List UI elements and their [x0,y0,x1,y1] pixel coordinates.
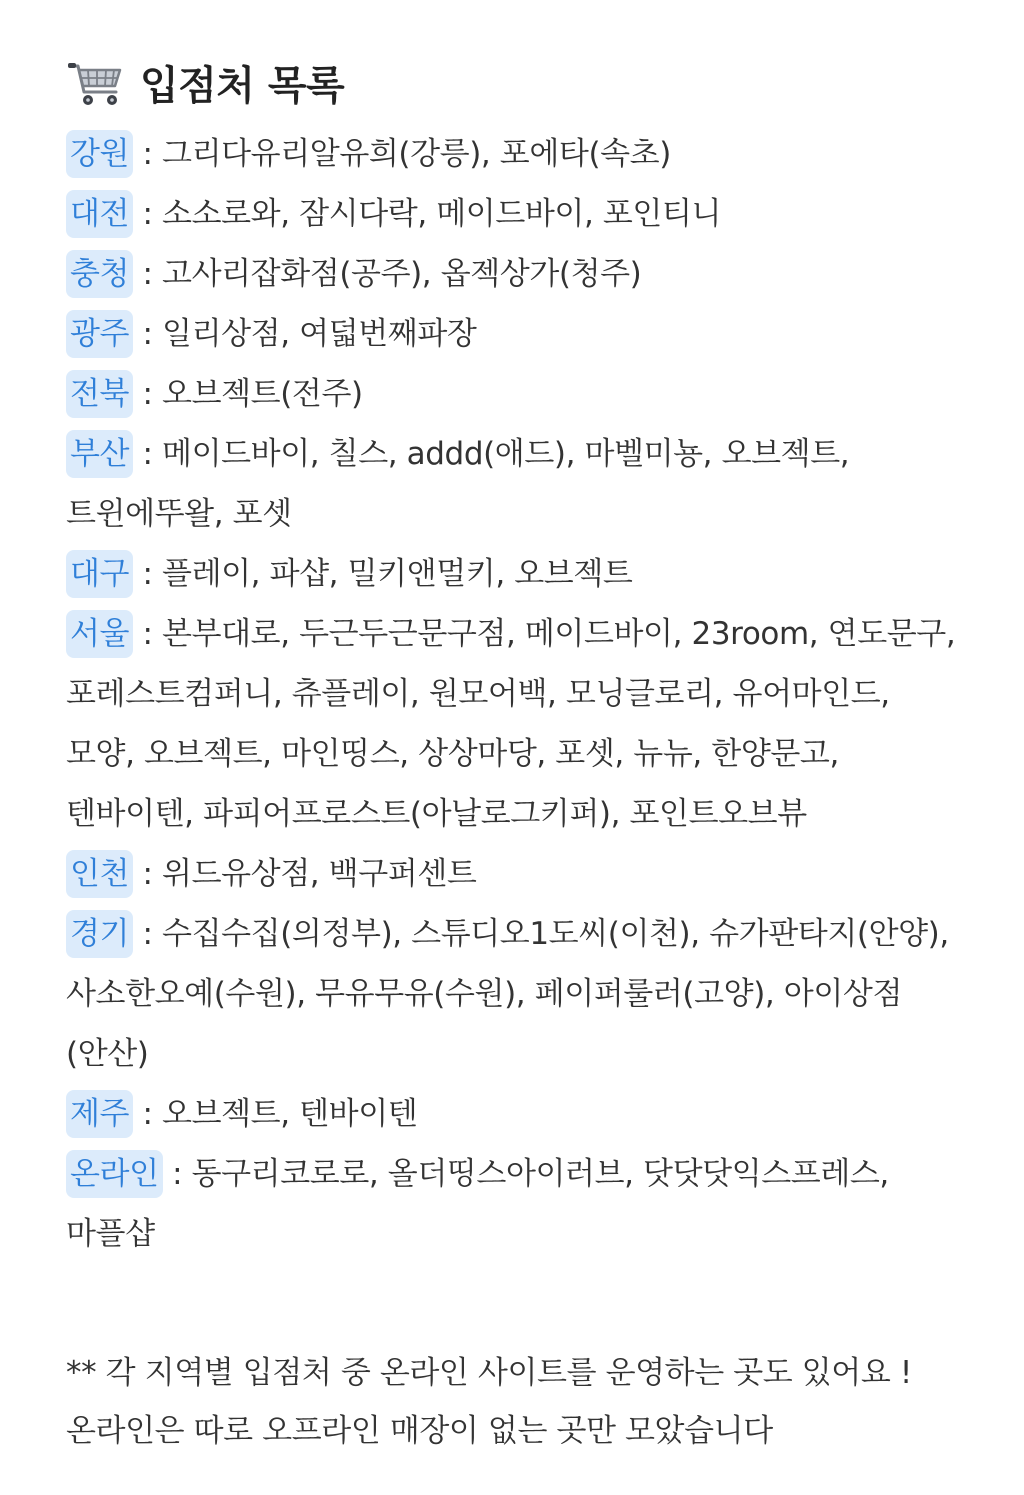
region-tag: 제주 [66,1090,133,1138]
region-stores: 플레이, 파샵, 밀키앤멀키, 오브젝트 [162,556,633,592]
region-separator: : [133,916,163,952]
region-separator: : [133,616,163,652]
region-stores: 동구리코로로, 올더띵스아이러브, 닷닷닷익스프레스, 마플샵 [66,1156,889,1252]
region-stores: 메이드바이, 칠스, addd(애드), 마벨미뇽, 오브젝트, 트윈에뚜왈, 포셋 [66,436,850,532]
region-row [66,604,956,844]
page-title: 입점처 목록 [140,62,345,109]
region-stores: 수집수집(의정부), 스튜디오1도씨(이천), 슈가판타지(안양), 사소한오예(수원), 무유무유(수원), 페이퍼룰러(고양), 아이상점(안산) [66,916,949,1072]
region-stores: 소소로와, 잠시다락, 메이드바이, 포인티니 [162,196,722,232]
region-separator: : [133,256,163,292]
region-tag: 광주 [66,310,133,358]
region-tag: 경기 [66,910,133,958]
region-separator: : [133,376,163,412]
region-row [66,364,956,424]
region-separator: : [133,856,163,892]
region-stores: 일리상점, 여덟번째파장 [162,316,477,352]
region-row [66,844,956,904]
region-stores: 오브젝트, 텐바이텐 [162,1096,418,1132]
region-list [66,124,956,1264]
title-row [66,46,956,118]
region-row [66,124,956,184]
region-stores: 고사리잡화점(공주), 옵젝상가(청주) [162,256,642,292]
region-tag: 대구 [66,550,133,598]
region-separator: : [133,316,163,352]
store-list-page [66,46,956,1460]
region-tag: 인천 [66,850,133,898]
shopping-cart-icon [66,52,126,112]
region-separator: : [133,436,163,472]
region-tag: 부산 [66,430,133,478]
region-row [66,184,956,244]
region-tag: 대전 [66,190,133,238]
footer-note: ** 각 지역별 입점처 중 온라인 사이트를 운영하는 곳도 있어요 ! 온라인은 따로 오프라인 매장이 없는 곳만 모았습니다 [66,1355,912,1449]
region-tag: 충청 [66,250,133,298]
region-stores: 본부대로, 두근두근문구점, 메이드바이, 23room, 연도문구, 포레스트컴퍼니, 츄플레이, 원모어백, 모닝글로리, 유어마인드, 모양, 오브젝트, 마인띵스, 상상마당, 포셋, 뉴뉴, 한양문고, 텐바이텐, 파피어프로스트(아날로그키퍼), 포인트오브뷰 [66,616,956,832]
region-row [66,1144,956,1264]
region-separator: : [162,1156,192,1192]
region-row [66,1084,956,1144]
region-row [66,544,956,604]
region-separator: : [133,556,163,592]
region-row [66,244,956,304]
region-separator: : [133,196,163,232]
region-tag: 서울 [66,610,133,658]
region-tag: 강원 [66,130,133,178]
region-stores: 그리다유리알유희(강릉), 포에타(속초) [162,136,671,172]
region-tag: 전북 [66,370,133,418]
region-row [66,904,956,1084]
region-tag: 온라인 [66,1150,163,1198]
region-separator: : [133,136,163,172]
region-row [66,304,956,364]
region-stores: 위드유상점, 백구퍼센트 [162,856,477,892]
region-separator: : [133,1096,163,1132]
region-stores: 오브젝트(전주) [162,376,363,412]
region-row [66,424,956,544]
